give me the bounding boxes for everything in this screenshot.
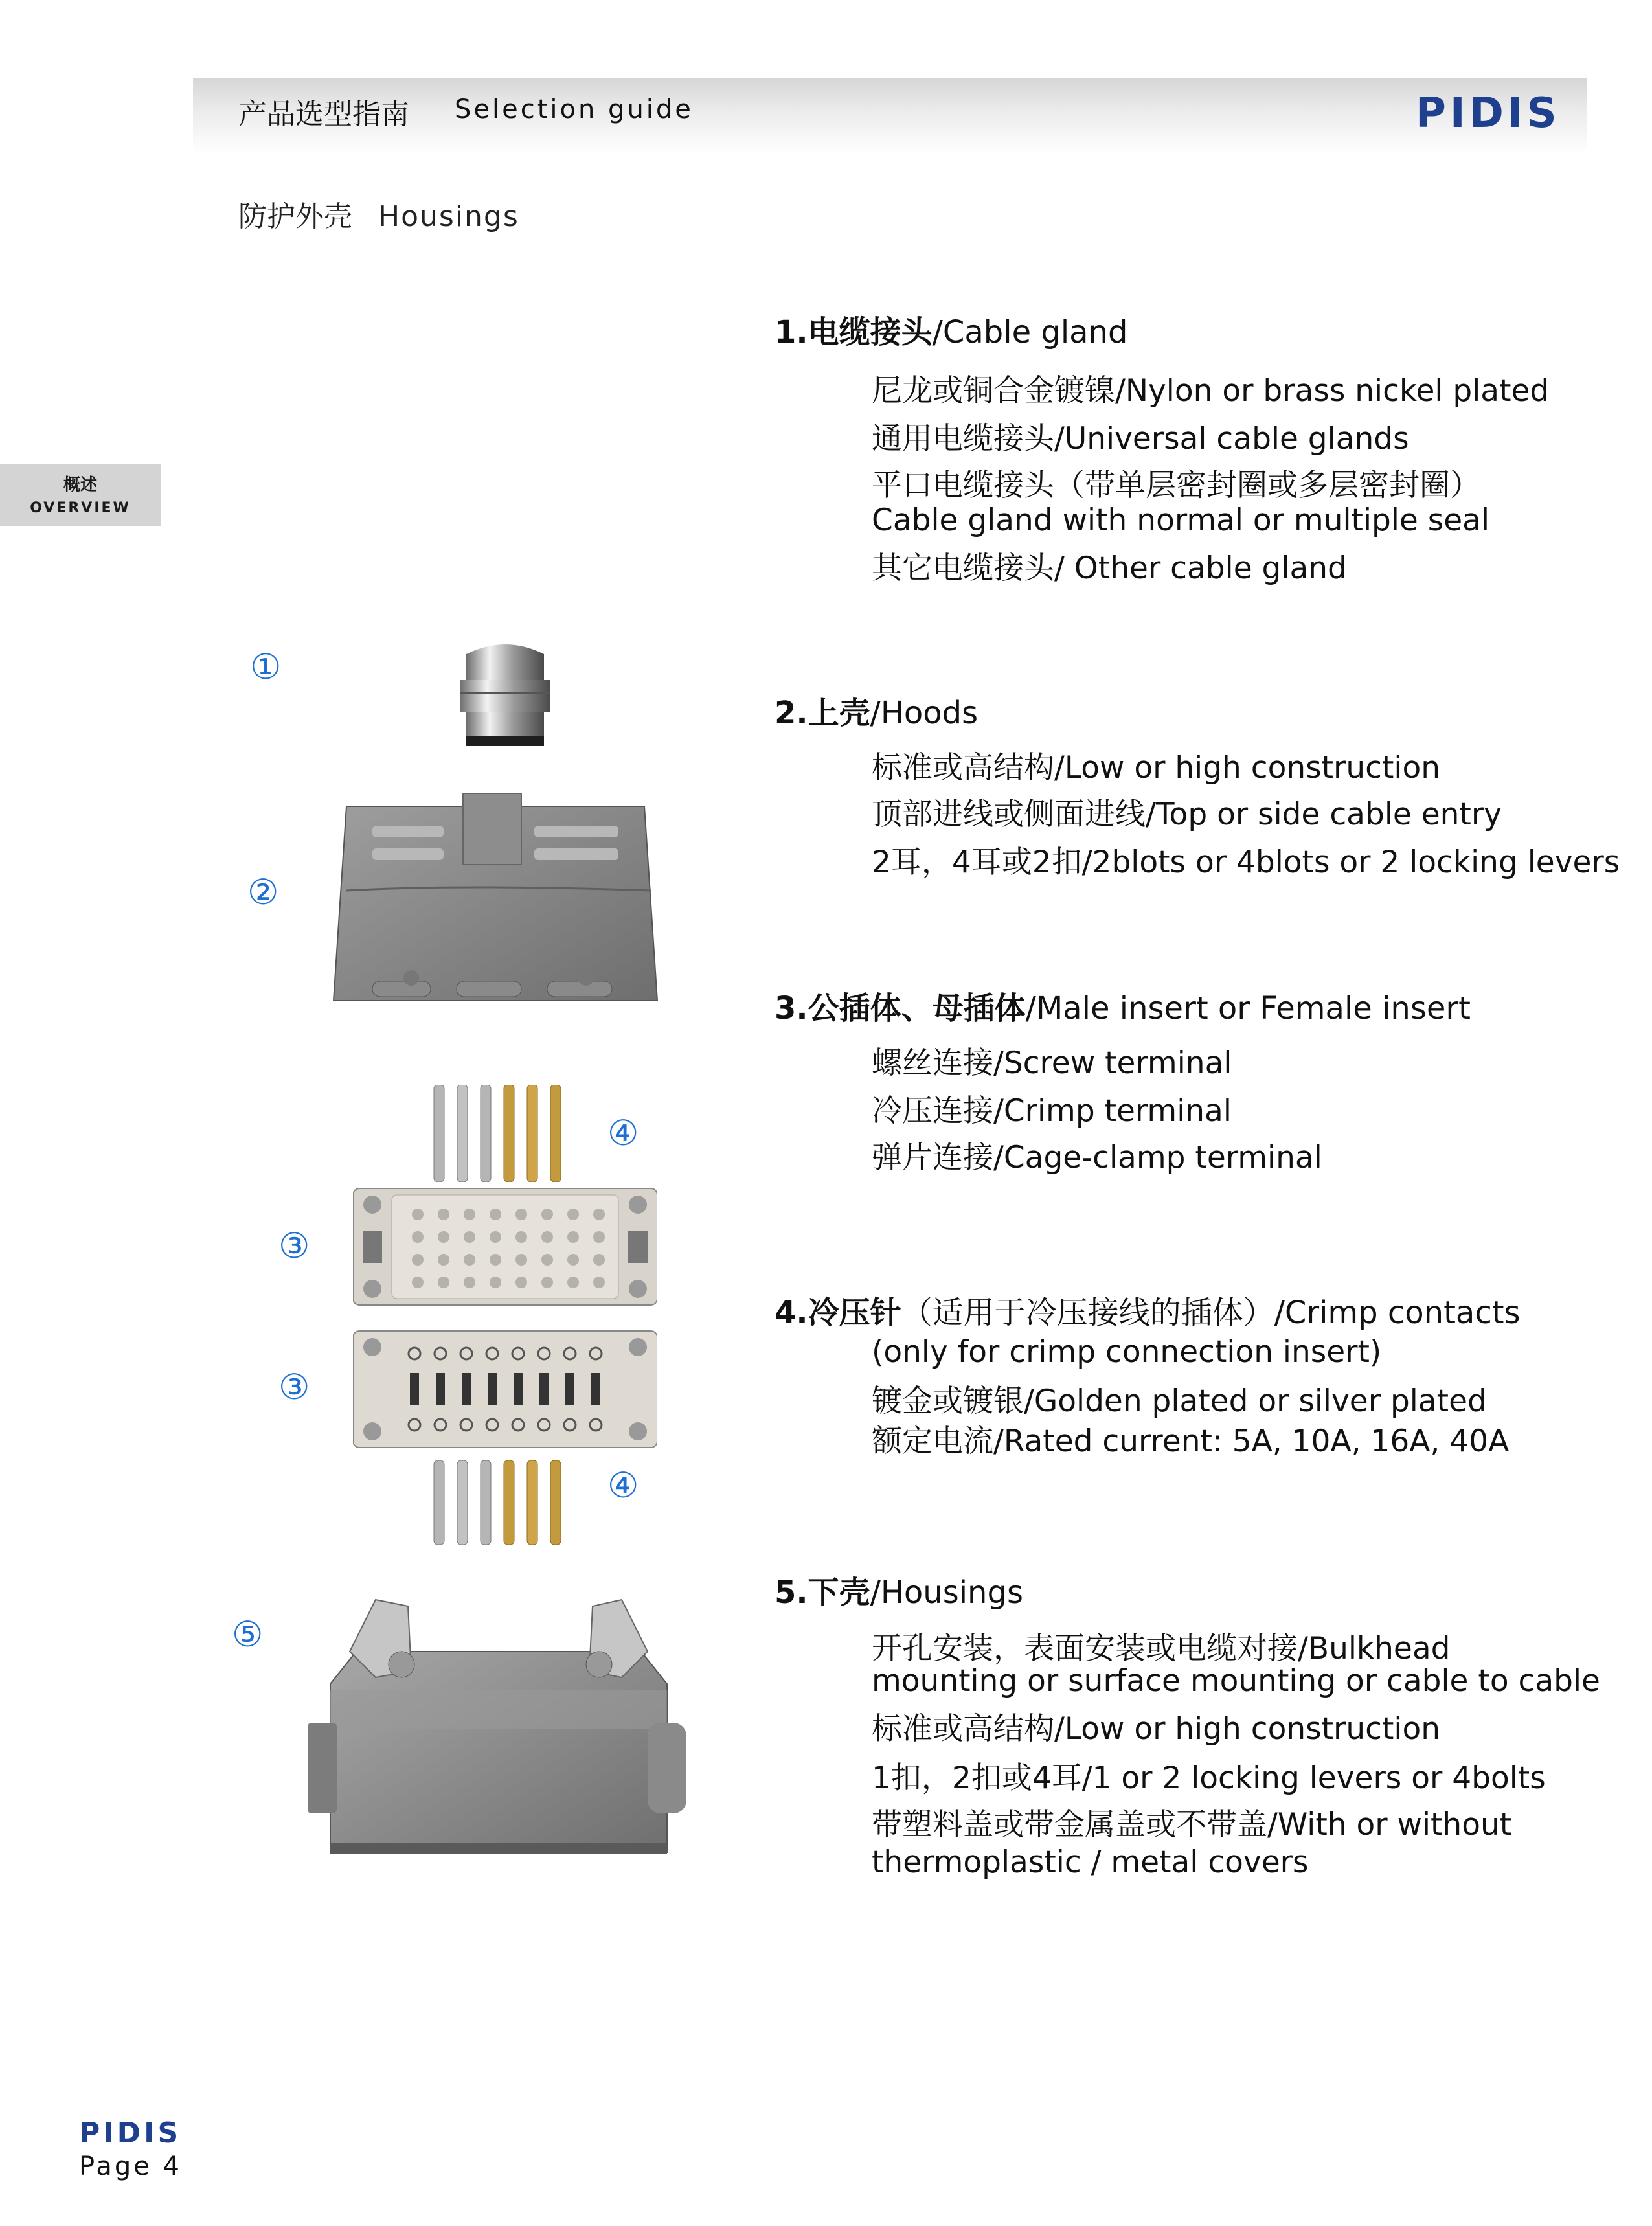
footer-brand: PIDIS (79, 2117, 182, 2150)
callout-3-female: ③ (278, 1367, 310, 1407)
section-3-line: 冷压连接/Crimp terminal (872, 1093, 1232, 1129)
section-3-title: 3.公插体、母插体/Male insert or Female insert (775, 990, 1471, 1027)
callout-3-male: ③ (278, 1225, 310, 1266)
section-5-line: 开孔安装，表面安装或电缆对接/Bulkhead (872, 1631, 1451, 1666)
header-title-en: Selection guide (455, 95, 694, 124)
page-subtitle-en: Housings (378, 200, 519, 233)
section-4-line: (only for crimp connection insert) (872, 1334, 1382, 1370)
section-3-line: 弹片连接/Cage-clamp terminal (872, 1140, 1322, 1175)
section-3-line: 螺丝连接/Screw terminal (872, 1045, 1232, 1081)
side-tab-label-en: OVERVIEW (30, 500, 131, 516)
section-2-line: 标准或高结构/Low or high construction (872, 750, 1441, 786)
crimp-contacts-top-image (427, 1085, 583, 1182)
section-1-line: 其它电缆接头/ Other cable gland (872, 551, 1347, 586)
page-number: Page 4 (79, 2152, 182, 2181)
section-5-line: 1扣，2扣或4耳/1 or 2 locking levers or 4bolts (872, 1760, 1546, 1796)
hood-image (327, 793, 664, 1027)
female-insert-image (353, 1328, 657, 1451)
male-insert-image (353, 1185, 657, 1308)
section-1-line: 通用电缆接头/Universal cable glands (872, 421, 1409, 457)
crimp-contacts-bottom-image (427, 1460, 583, 1545)
section-2-line: 顶部进线或侧面进线/Top or side cable entry (872, 797, 1502, 832)
section-5-line: 标准或高结构/Low or high construction (872, 1711, 1441, 1747)
side-tab-label-cn: 概述 (63, 475, 97, 495)
section-2-line: 2耳，4耳或2扣/2blots or 4blots or 2 locking levers (872, 845, 1620, 880)
callout-4-top: ④ (607, 1113, 639, 1153)
header-title-cn: 产品选型指南 (238, 98, 409, 131)
section-1-title: 1.电缆接头/Cable gland (775, 314, 1128, 350)
section-1-line: 平口电缆接头（带单层密封圈或多层密封圈） (872, 468, 1480, 503)
cable-gland-image (440, 635, 570, 751)
callout-4-bottom: ④ (607, 1465, 639, 1506)
section-5-title: 5.下壳/Housings (775, 1574, 1023, 1611)
section-4-title: 4.冷压针（适用于冷压接线的插体）/Crimp contacts (775, 1295, 1521, 1331)
section-5-line: mounting or surface mounting or cable to cable (872, 1663, 1600, 1699)
section-4-line: 镀金或镀银/Golden plated or silver plated (872, 1383, 1487, 1419)
section-2-title: 2.上壳/Hoods (775, 695, 979, 731)
section-1-line: 尼龙或铜合金镀镍/Nylon or brass nickel plated (872, 373, 1550, 409)
callout-5: ⑤ (232, 1614, 264, 1655)
section-1-line: Cable gland with normal or multiple seal (872, 503, 1490, 538)
brand-logo: PIDIS (1416, 89, 1561, 137)
section-4-line: 额定电流/Rated current: 5A, 10A, 16A, 40A (872, 1424, 1510, 1459)
callout-1: ① (250, 646, 282, 687)
page-subtitle (238, 193, 519, 234)
page-subtitle-cn: 防护外壳 (238, 200, 352, 233)
callout-2: ② (247, 872, 279, 913)
section-5-line: 带塑料盖或带金属盖或不带盖/With or without (872, 1807, 1512, 1843)
housing-image (304, 1593, 706, 1865)
section-5-line: thermoplastic / metal covers (872, 1845, 1309, 1880)
